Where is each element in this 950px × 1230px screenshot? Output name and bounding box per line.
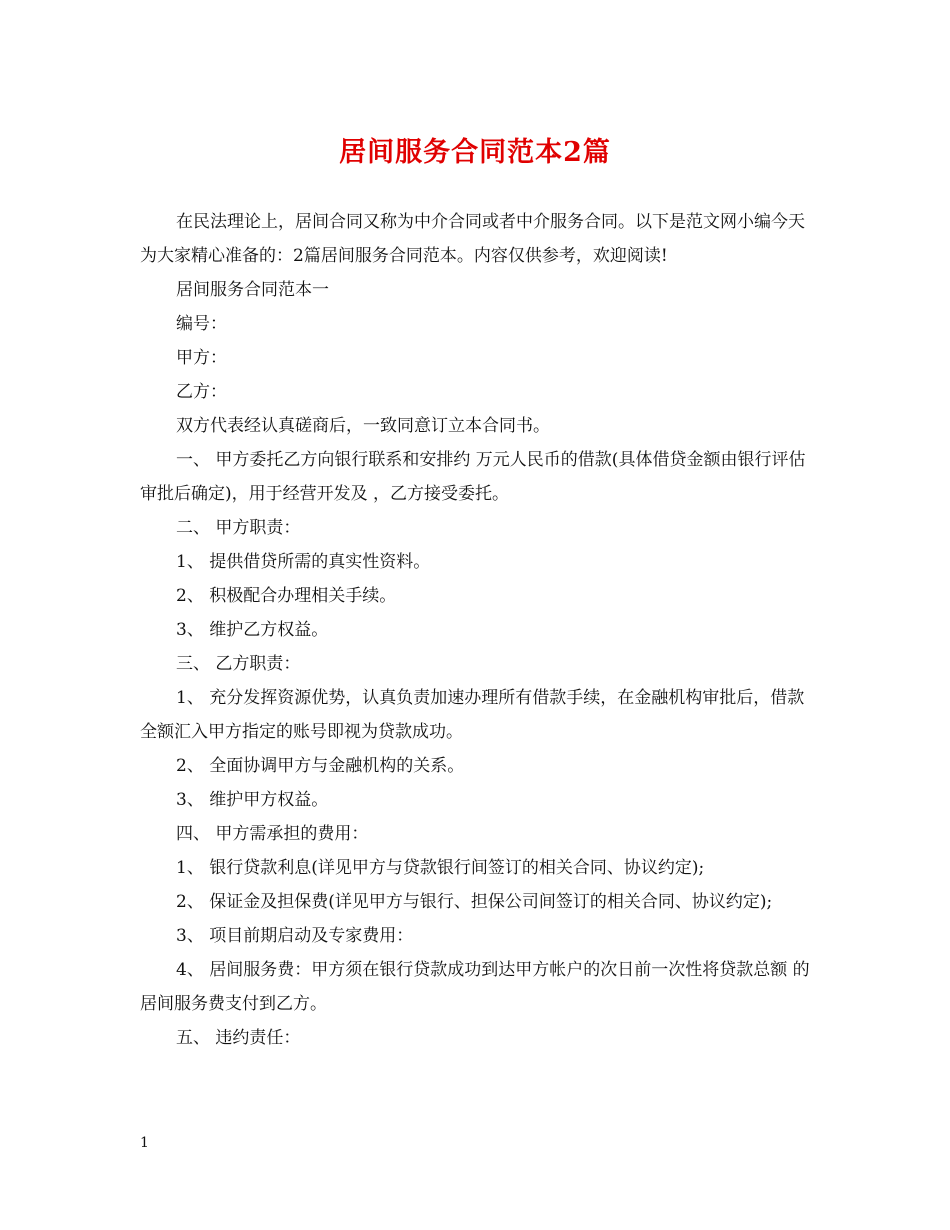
field-party-a: 甲方：: [176, 348, 227, 368]
section-heading: 居间服务合同范本一: [176, 280, 329, 300]
clause-3-item-2: 2、 全面协调甲方与金融机构的关系。: [176, 756, 465, 776]
clause-3-item-1: 1、 充分发挥资源优势，认真负责加速办理所有借款手续，在金融机构审批后，借款全额汇入甲方指定的账号即视为贷款成功。: [140, 688, 805, 742]
field-party-b: 乙方：: [176, 382, 227, 402]
document-body: [140, 205, 820, 1055]
page-number: 1: [140, 1135, 149, 1151]
clause-4-item-4: 4、 居间服务费：甲方须在银行贷款成功到达甲方帐户的次日前一次性将贷款总额 的居间服务费支付到乙方。: [140, 960, 810, 1014]
clause-3-item-3: 3、 维护甲方权益。: [176, 790, 329, 810]
clause-1: 一、 甲方委托乙方向银行联系和安排约 万元人民币的借款(具体借贷金额由银行评估审批后确定)，用于经营开发及 ，乙方接受委托。: [140, 450, 806, 504]
clause-2-item-3: 3、 维护乙方权益。: [176, 620, 329, 640]
field-number: 编号：: [176, 314, 227, 334]
clause-2-item-2: 2、 积极配合办理相关手续。: [176, 586, 397, 606]
document-title: 居间服务合同范本2篇: [339, 137, 611, 168]
clause-4-item-1: 1、 银行贷款利息(详见甲方与贷款银行间签订的相关合同、协议约定);: [176, 858, 705, 878]
clause-4-item-3: 3、 项目前期启动及专家费用：: [176, 926, 414, 946]
clause-2-item-1: 1、 提供借贷所需的真实性资料。: [176, 552, 431, 572]
agreement-paragraph: 双方代表经认真磋商后，一致同意订立本合同书。: [176, 416, 550, 436]
clause-3-heading: 三、 乙方职责：: [176, 654, 301, 674]
clause-4-heading: 四、 甲方需承担的费用：: [176, 824, 369, 844]
clause-4-item-2: 2、 保证金及担保费(详见甲方与银行、担保公司间签订的相关合同、协议约定);: [176, 892, 773, 912]
clause-2-heading: 二、 甲方职责：: [176, 518, 301, 538]
intro-paragraph: 在民法理论上，居间合同又称为中介合同或者中介服务合同。以下是范文网小编今天为大家精心准备的：2篇居间服务合同范本。内容仅供参考，欢迎阅读!: [140, 212, 805, 266]
clause-5-heading: 五、 违约责任：: [176, 1028, 301, 1048]
